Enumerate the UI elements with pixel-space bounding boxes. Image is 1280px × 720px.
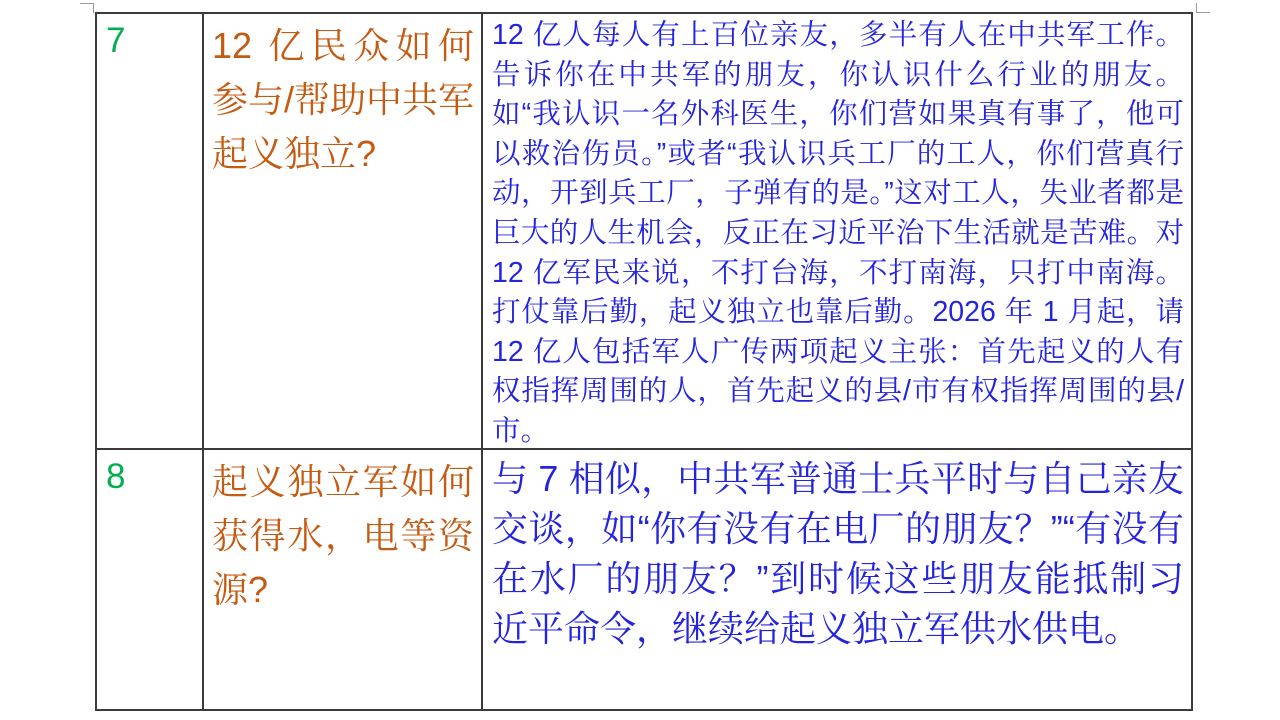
row8-question-cell: 起义独立军如何获得水，电等资源? — [204, 450, 483, 709]
row8-answer-cell: 与 7 相似，中共军普通士兵平时与自己亲友交谈，如“你有没有在电厂的朋友？”“有没有在水厂的朋友？”到时候这些朋友能抵制习近平命令，继续给起义独立军供水供电。 — [492, 458, 1184, 649]
table-corner-mark-top-right — [1196, 3, 1210, 13]
table-corner-mark-top-left — [80, 3, 94, 13]
qa-table — [95, 12, 1193, 711]
row7-answer-cell: 12 亿人每人有上百位亲友，多半有人在中共军工作。告诉你在中共军的朋友，你认识什么行业的朋友。如“我认识一名外科医生，你们营如果真有事了，他可以救治伤员。”或者“我认识兵工厂的工人，你们营真行动，开到兵工厂，子弹有的是。”这对工人，失业者都是巨大的人生机会，反正在习近平治下生活就是苦难。对 12 亿军民来说，不打台海，不打南海，只打中南海。打仗靠后勤，起义独立也靠后勤。2026 年 1 月起，请 12 亿人包括军人广传两项起义主张：首先起义的人有权指挥周围的人，首先起义的县/市有权指挥周围的县/市。 — [483, 14, 1191, 450]
row7-number-cell: 7 — [97, 14, 204, 450]
row8-number-cell: 8 — [97, 450, 204, 709]
row7-question-cell: 12 亿民众如何参与/帮助中共军起义独立? — [204, 14, 483, 450]
